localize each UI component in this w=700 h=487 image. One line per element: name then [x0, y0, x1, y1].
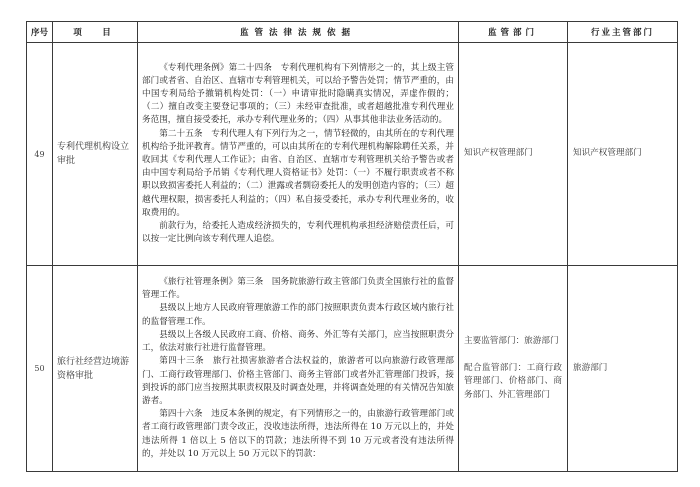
- header-item: 项 目: [53, 22, 138, 43]
- table-row: [27, 266, 678, 472]
- table-header-row: [27, 22, 678, 43]
- header-seq: 序号: [27, 22, 53, 43]
- basis-paragraph: 第二十五条 专利代理人有下列行为之一，情节轻微的，由其所在的专利代理机构给予批评教育。情节严重的，可以由其所在的专利代理机构解除聘任关系，并收回其《专利代理人工作证》；由省、自治区、直辖市专利管理机关给予警告或者由中国专利局给予吊销《专利代理人资格证书》处罚：（一）不履行职责或者不称职以致损害委托人利益的；（二）泄露或者剽窃委托人的发明创造内容的；（三）超越代理权限，损害委托人利益的；（四）私自接受委托，承办专利代理业务的，收取费用的。: [142, 128, 454, 218]
- basis-paragraph: 《旅行社管理条例》第三条 国务院旅游行政主管部门负责全国旅行社的监督管理工作。: [142, 277, 454, 301]
- basis-paragraph: 县级以上地方人民政府管理旅游工作的部门按照职责负责本行政区域内旅行社的监督管理工作。: [142, 303, 454, 327]
- header-supervisor: 监管部门: [459, 22, 568, 43]
- row-industry: 旅游部门: [568, 266, 678, 472]
- supervisor-text: 知识产权管理部门: [464, 148, 533, 159]
- row-industry: 知识产权管理部门: [568, 43, 678, 266]
- row-supervisor: [459, 43, 568, 266]
- row-item: 专利代理机构设立审批: [53, 43, 138, 266]
- regulation-table: [26, 21, 678, 472]
- row-seq: 49: [27, 43, 53, 266]
- basis-paragraph: 《专利代理条例》第二十四条 专利代理机构有下列情形之一的，其上级主管部门或者省、自治区、直辖市专利管理机关，可以给予警告处罚；情节严重的，由中国专利局给予撤销机构处罚：（一）申请审批时隐瞒真实情况，弄虚作假的；（二）擅自改变主要登记事项的；（三）未经审查批准，或者超越批准专利代理业务范围，擅自接受委托，承办专利代理业务的；（四）从事其他非法业务活动的。: [142, 62, 454, 126]
- header-basis: 监管法律法规依据: [138, 22, 459, 43]
- supervisor-secondary: 配合监管部门：工商行政管理部门、价格部门、商务部门、外汇管理部门: [464, 362, 562, 400]
- row-item: 旅行社经营边境游资格审批: [53, 266, 138, 472]
- row-basis: [138, 43, 459, 266]
- basis-paragraph: 县级以上各级人民政府工商、价格、商务、外汇等有关部门，应当按照职责分工，依法对旅行社进行监督管理。: [142, 329, 454, 354]
- row-basis: [138, 266, 459, 472]
- header-industry: 行业主管部门: [568, 22, 678, 43]
- row-seq: 50: [27, 266, 53, 472]
- basis-paragraph: 前款行为，给委托人造成经济损失的，专利代理机构承担经济赔偿责任后，可以按一定比例向该专利代理人追偿。: [142, 221, 454, 245]
- row-supervisor: [459, 266, 568, 472]
- basis-paragraph: 第四十六条 违反本条例的规定，有下列情形之一的，由旅游行政管理部门或者工商行政管理部门责令改正，没收违法所得，违法所得在 10 万元以上的，并处违法所得 1 倍以上 5 倍以下的罚款；违法所得不到 10 万元或者没有违法所得的，并处以 10 万元以上 50 万元以下的罚款：: [142, 409, 454, 459]
- table-row: [27, 43, 678, 266]
- supervisor-primary: 主要监管部门：旅游部门: [464, 336, 559, 346]
- basis-paragraph: 第四十三条 旅行社损害旅游者合法权益的，旅游者可以向旅游行政管理部门、工商行政管理部门、价格主管部门、商务主管部门或者外汇管理部门投诉，接到投诉的部门应当按照其职责权限及时调查处理，并将调查处理的有关情况告知旅游者。: [142, 356, 454, 406]
